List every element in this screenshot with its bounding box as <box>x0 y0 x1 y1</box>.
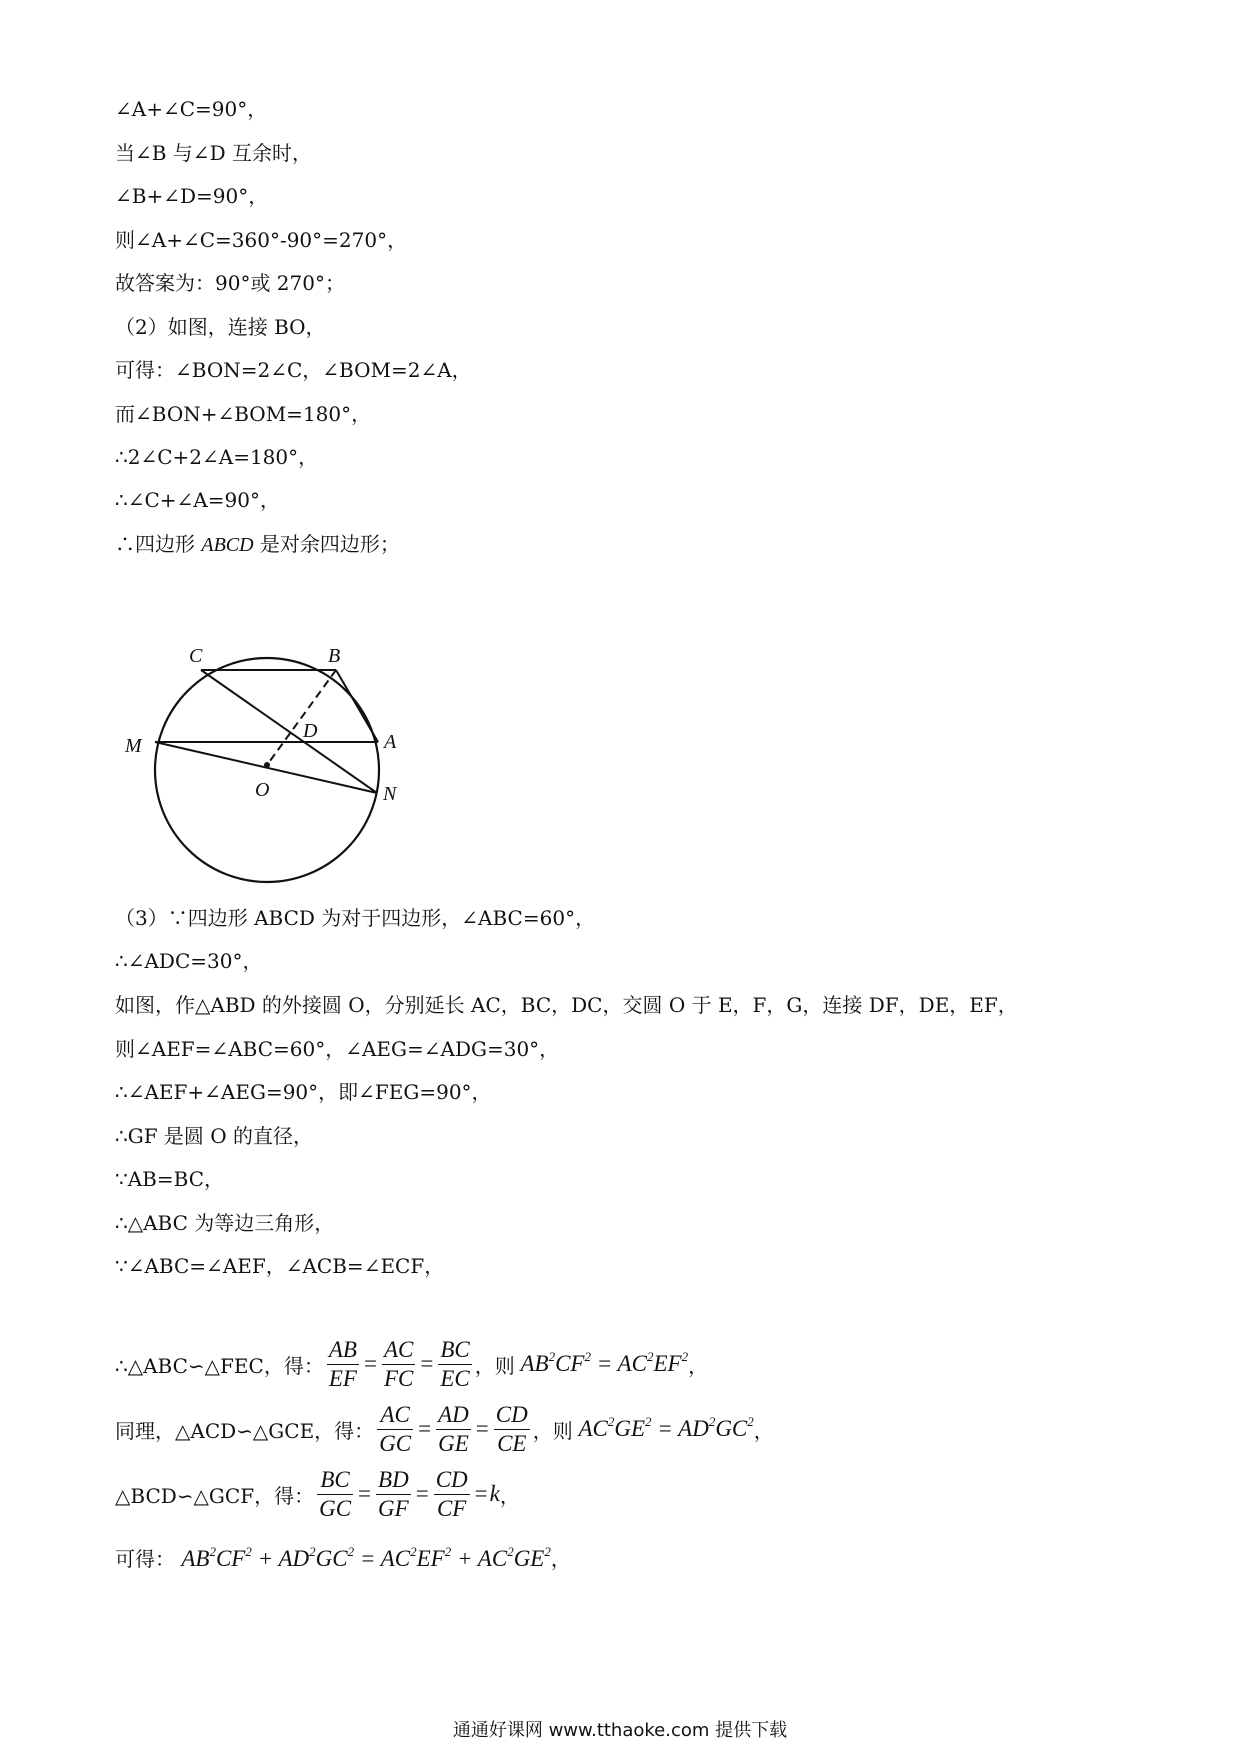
quad-suffix: 是对余四边形； <box>253 532 400 556</box>
text-line: ∴∠AEF+∠AEG=90°，即∠FEG=90°， <box>115 1080 492 1104</box>
text-line: ∵∠ABC=∠AEF，∠ACB=∠ECF， <box>115 1254 445 1278</box>
row-prefix: △BCD∽△GCF，得： <box>115 1483 315 1508</box>
label-d: D <box>303 720 318 742</box>
fraction: $\frac{AC}{GC}$ <box>379 1401 412 1456</box>
text-line: 故答案为：90°或 270°； <box>115 271 345 295</box>
text-line: 可得：∠BON=2∠C，∠BOM=2∠A， <box>115 358 472 382</box>
quad-name: ABCD <box>201 534 254 556</box>
fraction: $\frac{AD}{GE}$ <box>438 1401 469 1456</box>
equation: $AB^2CF^2 = AC^2EF^2$ <box>514 1349 689 1376</box>
fraction: $\frac{CD}{CE}$ <box>495 1401 528 1456</box>
text-line: （2）如图，连接 BO， <box>115 315 326 339</box>
quad-prefix: ∴四边形 <box>115 532 202 556</box>
text-line: ∵AB=BC， <box>115 1167 224 1191</box>
row-mid: ，则 <box>532 1418 573 1443</box>
geometry-diagram <box>115 640 415 900</box>
label-c: C <box>189 645 203 667</box>
text-line: ∴△ABC 为等边三角形， <box>115 1211 335 1235</box>
similarity-row-3: △BCD∽△GCF，得： $\frac{BC}{GC}$ = $\frac{BD}{GF}$ = $\frac{CD}{CF}$ = k ， <box>115 1466 520 1521</box>
fraction: $\frac{BC}{EC}$ <box>440 1336 470 1391</box>
text-line <box>115 532 400 557</box>
label-a: A <box>384 731 397 753</box>
text-line: 则∠AEF=∠ABC=60°，∠AEG=∠ADG=30°， <box>115 1037 560 1061</box>
equation: $AC^2GE^2 = AD^2GC^2$ <box>572 1414 754 1441</box>
segment-ba <box>336 670 378 742</box>
point-o <box>264 762 270 768</box>
text-line: 如图，作△ABD 的外接圆 O，分别延长 AC，BC，DC，交圆 O 于 E，F，G，连接 DF，DE，EF， <box>115 993 1018 1017</box>
label-b: B <box>328 645 341 667</box>
text-line: ∴GF 是圆 O 的直径， <box>115 1124 314 1148</box>
text-line: ∠B+∠D=90°， <box>115 184 269 208</box>
text-line: ∴2∠C+2∠A=180°， <box>115 445 319 469</box>
text-line: 可得： $AB^2CF^2 + AD^2GC^2 = AC^2EF^2 + AC^2GE^2$， <box>115 1544 571 1571</box>
dashed-bo <box>267 670 336 765</box>
ratio-k: k <box>489 1481 500 1506</box>
text-line: （3）∵四边形 ABCD 为对于四边形，∠ABC=60°， <box>115 906 596 930</box>
label-n: N <box>383 783 397 805</box>
segment-cn <box>201 670 377 793</box>
text-line: ∴∠ADC=30°， <box>115 949 263 973</box>
equation: $AB^2CF^2 + AD^2GC^2 = AC^2EF^2 + AC^2GE^2$ <box>181 1544 551 1571</box>
label-m: M <box>125 735 142 757</box>
row-prefix: 可得： <box>115 1547 175 1571</box>
fraction: $\frac{BD}{GF}$ <box>378 1466 409 1521</box>
text-line: 当∠B 与∠D 互余时， <box>115 141 312 165</box>
row-prefix: ∴△ABC∽△FEC，得： <box>115 1353 324 1378</box>
fraction: $\frac{CD}{CF}$ <box>435 1466 468 1521</box>
fraction: $\frac{BC}{GC}$ <box>319 1466 352 1521</box>
row-mid: ，则 <box>474 1353 515 1378</box>
fraction: $\frac{AC}{FC}$ <box>383 1336 414 1391</box>
fraction: $\frac{AB}{EF}$ <box>328 1336 357 1391</box>
text-line: 而∠BON+∠BOM=180°， <box>115 402 372 426</box>
page-footer: 通通好课网 www.tthaoke.com 提供下载 <box>452 1720 788 1741</box>
row-prefix: 同理，△ACD∽△GCE，得： <box>115 1418 375 1443</box>
text-line: ∠A+∠C=90°， <box>115 97 268 121</box>
similarity-row-2: 同理，△ACD∽△GCE，得： $\frac{AC}{GC}$ = $\frac{AD}{GE}$ = $\frac{CD}{CE}$ ，则 $AC^2GE^2 = AD^2GC^2$ ， <box>115 1401 774 1456</box>
label-o: O <box>255 779 270 801</box>
text-line: 则∠A+∠C=360°-90°=270°， <box>115 228 408 252</box>
similarity-row-1: ∴△ABC∽△FEC，得： $\frac{AB}{EF}$ = $\frac{AC}{FC}$ = $\frac{BC}{EC}$ ，则 $AB^2CF^2 = AC^2EF^2$ ， <box>115 1336 709 1391</box>
text-line: ∴∠C+∠A=90°， <box>115 488 280 512</box>
